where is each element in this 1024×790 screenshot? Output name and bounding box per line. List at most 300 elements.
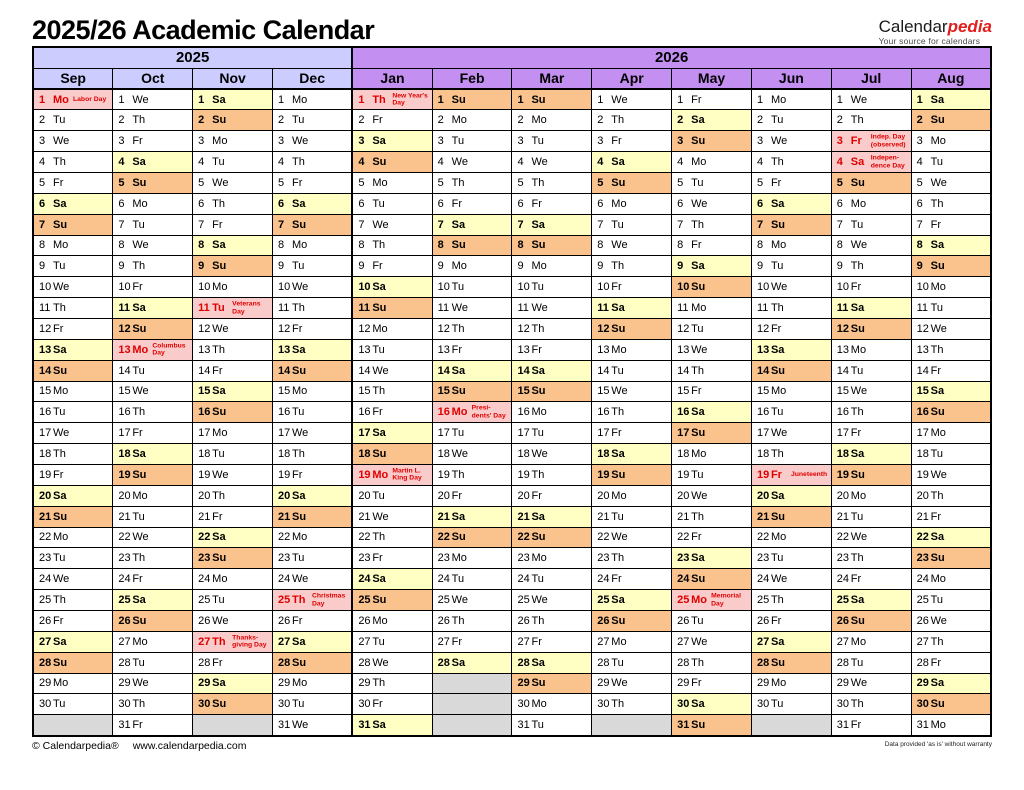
day-number: 8	[39, 239, 46, 252]
day-weekday: Fr	[531, 635, 542, 648]
day-cell	[272, 569, 352, 590]
day-number: 11	[277, 302, 290, 315]
day-number: 16	[358, 406, 371, 419]
holiday-cell	[193, 631, 273, 652]
day-number: 16	[198, 406, 211, 419]
day-number: 10	[677, 281, 690, 294]
day-cell	[33, 318, 113, 339]
day-weekday: Tu	[53, 114, 66, 127]
day-number: 18	[277, 448, 291, 461]
day-cell	[911, 569, 991, 590]
day-number: 29	[198, 677, 211, 690]
day-cell	[272, 673, 352, 694]
day-cell	[751, 548, 831, 569]
day-number: 30	[836, 698, 850, 711]
day-weekday: Mo	[691, 448, 707, 461]
day-cell	[911, 673, 991, 694]
day-number: 11	[198, 302, 210, 315]
day-cell	[272, 548, 352, 569]
day-cell	[113, 673, 193, 694]
day-cell	[831, 652, 911, 673]
day-weekday: Tu	[451, 427, 465, 440]
day-weekday: Fr	[212, 510, 223, 523]
day-number: 30	[597, 698, 610, 711]
day-cell	[432, 423, 512, 444]
day-weekday: We	[212, 176, 229, 189]
day-cell	[432, 464, 512, 485]
day-weekday: Mo	[212, 281, 228, 294]
day-cell	[113, 277, 193, 298]
day-weekday: Fr	[930, 218, 941, 231]
day-cell	[592, 569, 672, 590]
day-cell	[193, 590, 273, 611]
day-cell	[751, 298, 831, 319]
day-cell	[352, 444, 432, 465]
day-cell	[33, 131, 113, 152]
day-number: 14	[597, 364, 610, 377]
day-weekday: Sa	[212, 385, 226, 398]
day-number: 27	[517, 635, 530, 648]
day-weekday: Sa	[451, 218, 466, 231]
day-weekday: Su	[53, 510, 68, 523]
day-cell	[512, 277, 592, 298]
day-number: 22	[597, 531, 610, 544]
day-number: 5	[118, 176, 125, 189]
day-number: 22	[517, 531, 530, 544]
day-weekday: Th	[930, 197, 944, 210]
day-weekday: Sa	[850, 156, 865, 168]
day-weekday: Sa	[850, 448, 865, 461]
day-number: 3	[916, 135, 923, 148]
day-weekday: Sa	[770, 489, 785, 502]
day-cell	[911, 214, 991, 235]
day-cell	[33, 172, 113, 193]
day-number: 13	[118, 343, 131, 356]
day-weekday: Sa	[930, 385, 945, 398]
day-number: 29	[39, 677, 52, 690]
day-number: 20	[437, 489, 450, 502]
day-cell	[831, 235, 911, 256]
day-number: 22	[198, 531, 211, 544]
day-number: 20	[836, 489, 850, 502]
day-cell	[911, 256, 991, 277]
day-cell	[352, 610, 432, 631]
day-weekday: Mo	[930, 281, 946, 294]
day-cell	[33, 110, 113, 131]
day-weekday: Tu	[691, 176, 704, 189]
day-number: 13	[358, 343, 371, 356]
day-weekday: Sa	[132, 594, 146, 607]
day-number: 10	[597, 281, 610, 294]
day-number: 10	[437, 281, 450, 294]
day-number: 22	[437, 531, 450, 544]
day-cell	[352, 402, 432, 423]
day-weekday: We	[930, 322, 947, 335]
day-weekday: We	[770, 427, 788, 440]
day-cell	[751, 277, 831, 298]
day-weekday: We	[451, 302, 468, 315]
day-cell	[352, 298, 432, 319]
day-cell	[33, 444, 113, 465]
day-number: 18	[916, 448, 929, 461]
day-number: 25	[677, 594, 690, 607]
day-cell	[113, 131, 193, 152]
day-number: 10	[118, 281, 131, 294]
day-number: 13	[277, 343, 291, 356]
day-cell	[751, 631, 831, 652]
day-number: 14	[277, 364, 291, 377]
day-number: 20	[118, 489, 131, 502]
day-cell	[272, 506, 352, 527]
day-number: 27	[597, 635, 610, 648]
day-number: 19	[277, 468, 291, 481]
day-cell	[592, 673, 672, 694]
day-weekday: Tu	[451, 281, 465, 294]
day-cell	[113, 172, 193, 193]
day-weekday: Mo	[53, 531, 69, 544]
day-cell	[911, 715, 991, 736]
day-weekday: Fr	[531, 343, 542, 356]
day-number: 17	[277, 427, 291, 440]
day-number: 30	[517, 698, 530, 711]
day-weekday: Fr	[930, 364, 941, 377]
day-number: 31	[277, 718, 291, 731]
day-weekday: We	[691, 343, 708, 356]
day-number: 5	[836, 176, 843, 189]
day-weekday: Mo	[850, 635, 867, 648]
day-cell	[592, 444, 672, 465]
day-number: 22	[756, 531, 770, 544]
day-weekday: Th	[531, 322, 545, 335]
day-cell	[751, 485, 831, 506]
day-number: 14	[677, 364, 690, 377]
day-weekday: Fr	[451, 635, 463, 648]
day-weekday: Th	[132, 698, 146, 711]
day-cell	[911, 402, 991, 423]
day-cell	[751, 256, 831, 277]
day-cell	[193, 485, 273, 506]
day-number: 11	[677, 302, 689, 315]
day-number: 14	[517, 364, 530, 377]
day-cell	[672, 527, 752, 548]
day-number: 15	[836, 385, 850, 398]
day-weekday: We	[132, 531, 149, 544]
day-weekday: Sa	[611, 594, 625, 607]
day-number: 6	[517, 197, 524, 210]
day-cell	[592, 423, 672, 444]
day-cell	[272, 444, 352, 465]
day-cell	[33, 590, 113, 611]
day-number: 14	[198, 364, 211, 377]
day-cell	[512, 631, 592, 652]
day-cell	[113, 569, 193, 590]
day-cell	[33, 527, 113, 548]
day-cell	[113, 89, 193, 110]
holiday-label: Indep. Day (observed)	[870, 133, 906, 149]
day-cell	[751, 673, 831, 694]
day-cell	[831, 464, 911, 485]
day-number: 3	[118, 135, 125, 148]
day-cell	[672, 673, 752, 694]
day-cell	[512, 527, 592, 548]
day-number: 29	[916, 677, 929, 690]
day-cell	[352, 527, 432, 548]
day-cell	[193, 89, 273, 110]
day-cell	[352, 381, 432, 402]
day-number: 16	[118, 406, 131, 419]
day-cell	[113, 360, 193, 381]
day-cell	[193, 444, 273, 465]
day-number: 5	[597, 176, 604, 189]
day-weekday: Th	[930, 489, 944, 502]
day-cell	[193, 193, 273, 214]
day-weekday: We	[372, 510, 389, 523]
day-weekday: Tu	[531, 427, 544, 440]
day-number: 27	[198, 635, 211, 648]
day-weekday: Fr	[770, 176, 782, 189]
day-number: 17	[517, 427, 530, 440]
day-number: 20	[39, 489, 52, 502]
empty-cell	[432, 715, 512, 736]
day-cell	[33, 339, 113, 360]
day-weekday: Su	[53, 218, 68, 231]
day-number: 24	[118, 573, 131, 586]
day-number: 22	[118, 531, 131, 544]
day-cell	[751, 527, 831, 548]
day-weekday: Mo	[611, 343, 627, 356]
day-cell	[672, 339, 752, 360]
footer-url-link[interactable]: www.calendarpedia.com	[132, 739, 247, 752]
day-weekday: Fr	[372, 406, 383, 419]
year-header-2026: 2026	[352, 47, 991, 68]
day-number: 29	[756, 677, 770, 690]
day-weekday: Th	[850, 698, 864, 711]
day-cell	[672, 235, 752, 256]
day-weekday: Mo	[372, 614, 388, 627]
day-weekday: Tu	[930, 302, 944, 315]
day-cell	[352, 152, 432, 173]
day-cell	[592, 610, 672, 631]
day-cell	[352, 318, 432, 339]
day-cell	[831, 214, 911, 235]
day-weekday: Tu	[53, 406, 66, 419]
day-number: 15	[916, 385, 929, 398]
day-number: 16	[836, 406, 850, 419]
day-weekday: Tu	[611, 364, 624, 377]
day-cell	[33, 464, 113, 485]
day-weekday: Fr	[930, 656, 941, 669]
day-weekday: Fr	[291, 322, 303, 335]
day-weekday: Tu	[291, 114, 305, 127]
day-number: 21	[677, 510, 690, 523]
day-number: 16	[597, 406, 610, 419]
day-cell	[193, 381, 273, 402]
day-cell	[512, 694, 592, 715]
day-number: 10	[916, 281, 929, 294]
day-number: 14	[756, 364, 770, 377]
day-weekday: Su	[770, 656, 786, 669]
day-number: 23	[756, 552, 770, 565]
day-cell	[592, 694, 672, 715]
day-weekday: Sa	[930, 531, 945, 544]
day-weekday: Mo	[770, 239, 787, 252]
day-cell	[113, 631, 193, 652]
day-number: 1	[517, 93, 524, 106]
day-cell	[193, 506, 273, 527]
day-weekday: Mo	[691, 594, 708, 607]
day-cell	[911, 694, 991, 715]
day-cell	[113, 506, 193, 527]
day-number: 17	[358, 427, 371, 440]
footer-disclaimer: Data provided 'as is' without warranty	[884, 740, 992, 748]
day-number: 15	[277, 385, 291, 398]
day-cell	[911, 464, 991, 485]
day-weekday: Mo	[531, 260, 547, 273]
day-number: 12	[836, 322, 850, 335]
day-cell	[272, 423, 352, 444]
day-number: 10	[358, 281, 371, 294]
day-number: 18	[118, 448, 131, 461]
day-cell	[831, 569, 911, 590]
day-number: 31	[358, 718, 371, 731]
day-cell	[272, 715, 352, 736]
day-weekday: Fr	[850, 427, 862, 440]
day-number: 13	[39, 343, 52, 356]
empty-cell	[592, 715, 672, 736]
day-number: 19	[916, 468, 929, 481]
day-weekday: Su	[531, 677, 546, 690]
day-weekday: Fr	[770, 614, 782, 627]
day-cell	[672, 652, 752, 673]
day-weekday: Th	[611, 260, 625, 273]
day-weekday: Fr	[291, 468, 303, 481]
day-cell	[33, 360, 113, 381]
day-weekday: Su	[53, 364, 68, 377]
day-number: 19	[358, 468, 371, 481]
day-number: 26	[39, 614, 52, 627]
holiday-cell	[33, 89, 113, 110]
day-number: 12	[118, 322, 131, 335]
day-number: 20	[198, 489, 211, 502]
day-number: 7	[517, 218, 524, 231]
day-cell	[512, 610, 592, 631]
day-number: 18	[198, 448, 211, 461]
day-cell	[512, 318, 592, 339]
day-weekday: Mo	[132, 197, 148, 210]
day-number: 29	[517, 677, 530, 690]
day-weekday: Mo	[132, 635, 148, 648]
day-cell	[831, 402, 911, 423]
day-weekday: We	[691, 635, 708, 648]
day-number: 21	[916, 510, 929, 523]
day-weekday: We	[372, 218, 389, 231]
day-cell	[193, 339, 273, 360]
day-number: 8	[277, 239, 285, 252]
day-number: 26	[198, 614, 211, 627]
day-cell	[592, 485, 672, 506]
day-weekday: Fr	[372, 552, 383, 565]
day-number: 3	[39, 135, 46, 148]
day-number: 12	[597, 322, 610, 335]
day-number: 26	[437, 614, 450, 627]
day-weekday: Mo	[531, 698, 547, 711]
day-weekday: We	[611, 93, 628, 106]
day-number: 28	[277, 656, 291, 669]
holiday-label: Thanks- giving Day	[232, 634, 267, 649]
day-number: 12	[39, 322, 52, 335]
day-cell	[672, 131, 752, 152]
day-weekday: Mo	[930, 427, 946, 440]
day-cell	[272, 360, 352, 381]
day-weekday: Su	[930, 698, 945, 711]
day-cell	[751, 193, 831, 214]
day-cell	[672, 485, 752, 506]
day-weekday: We	[611, 677, 628, 690]
day-cell	[272, 318, 352, 339]
day-weekday: We	[291, 718, 309, 731]
day-number: 5	[198, 176, 205, 189]
day-weekday: Sa	[930, 239, 945, 252]
day-weekday: Su	[132, 614, 147, 627]
day-number: 9	[358, 260, 365, 273]
day-cell	[512, 673, 592, 694]
day-cell	[592, 318, 672, 339]
day-number: 18	[836, 448, 850, 461]
day-weekday: Th	[212, 343, 225, 356]
day-weekday: We	[53, 427, 70, 440]
day-weekday: Fr	[132, 135, 143, 148]
day-weekday: Fr	[850, 281, 862, 294]
day-number: 7	[677, 218, 684, 231]
day-cell	[672, 402, 752, 423]
day-weekday: We	[531, 448, 548, 461]
day-cell	[592, 110, 672, 131]
day-cell	[272, 631, 352, 652]
day-weekday: Sa	[212, 239, 226, 252]
day-number: 19	[517, 468, 530, 481]
day-weekday: We	[212, 322, 229, 335]
day-number: 2	[358, 114, 365, 127]
day-cell	[512, 485, 592, 506]
day-number: 18	[597, 448, 610, 461]
day-weekday: Th	[691, 364, 704, 377]
day-number: 3	[677, 135, 684, 148]
day-cell	[33, 610, 113, 631]
day-number: 19	[836, 468, 850, 481]
day-weekday: Tu	[291, 260, 305, 273]
day-weekday: Fr	[212, 218, 223, 231]
day-weekday: Mo	[850, 489, 867, 502]
day-weekday: Su	[930, 114, 945, 127]
day-weekday: Th	[451, 614, 465, 627]
day-number: 23	[597, 552, 610, 565]
day-weekday: Sa	[372, 718, 386, 731]
day-number: 21	[437, 510, 450, 523]
day-weekday: Sa	[930, 677, 945, 690]
day-number: 13	[916, 343, 929, 356]
day-number: 17	[756, 427, 770, 440]
day-number: 24	[437, 573, 450, 586]
day-cell	[592, 298, 672, 319]
day-cell	[831, 318, 911, 339]
day-weekday: Tu	[850, 218, 864, 231]
day-number: 27	[277, 635, 291, 648]
day-number: 26	[836, 614, 850, 627]
day-weekday: Tu	[53, 698, 66, 711]
day-cell	[432, 569, 512, 590]
day-cell	[672, 694, 752, 715]
day-cell	[831, 298, 911, 319]
